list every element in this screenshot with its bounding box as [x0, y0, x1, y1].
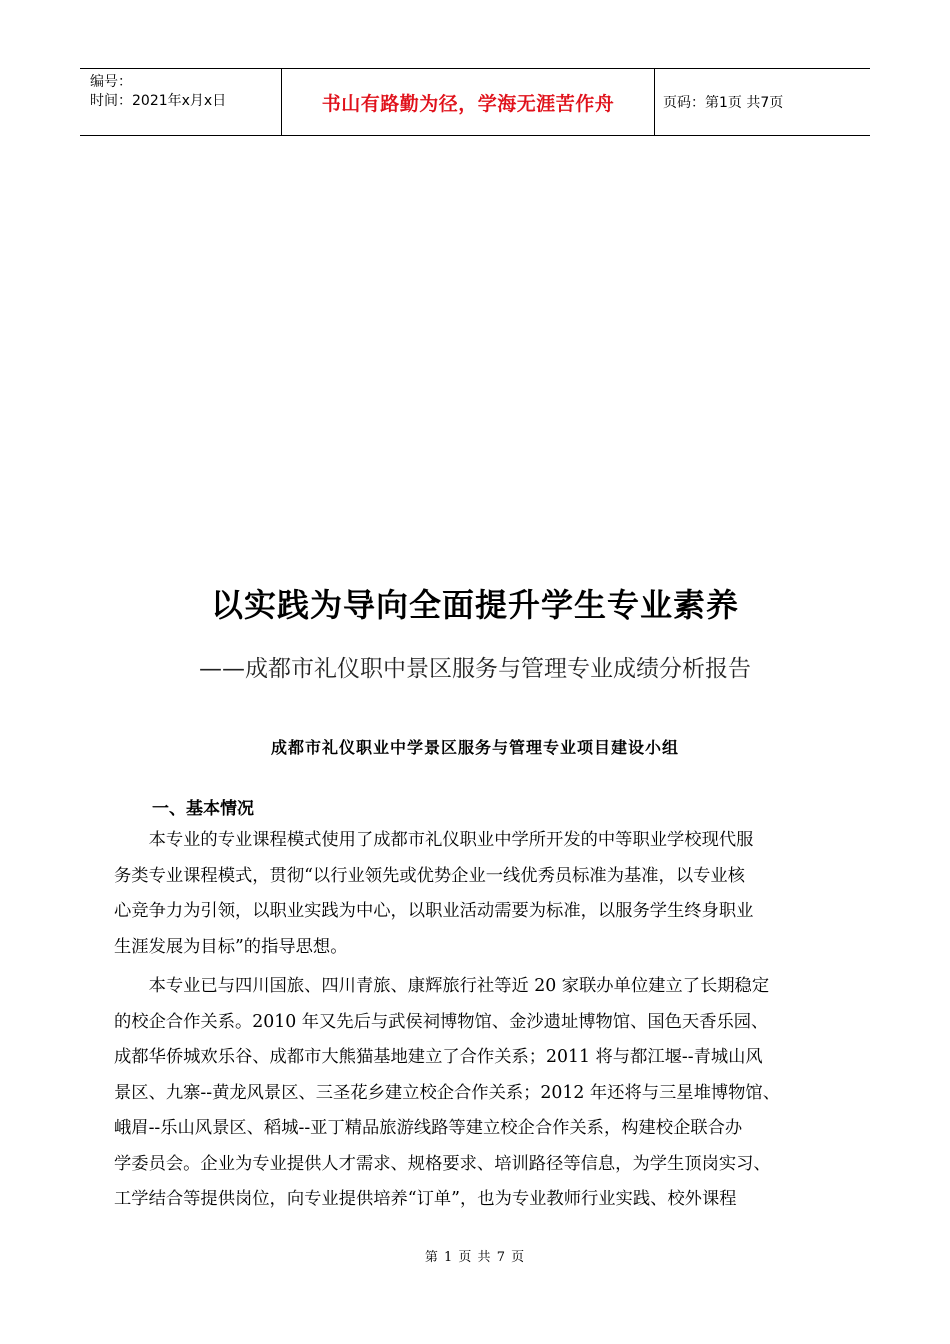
paragraph-line: 景区、九寨--黄龙风景区、三圣花乡建立校企合作关系；2012 年还将与三星堆博物馆、: [114, 1082, 780, 1103]
paragraph-line: 心竞争力为引领，以职业实践为中心，以职业活动需要为标准，以服务学生终身职业: [114, 901, 754, 921]
page-footer: 第 1 页 共 7 页: [424, 1250, 526, 1265]
document-author: 成都市礼仪职业中学景区服务与管理专业项目建设小组: [270, 738, 679, 757]
paragraph-1: [114, 823, 844, 965]
header-page-cell: [655, 69, 870, 135]
document-date-label: 时间：2021年x月x日: [90, 93, 227, 109]
paragraph-2: [114, 969, 844, 1218]
paragraph-line: 务类专业课程模式，贯彻“以行业领先或优势企业一线优秀员标准为基准，以专业核: [114, 865, 745, 886]
document-subtitle: ——成都市礼仪职中景区服务与管理专业成绩分析报告: [199, 656, 751, 682]
paragraph-line: 学委员会。企业为专业提供人才需求、规格要求、培训路径等信息，为学生顶岗实习、: [114, 1153, 771, 1174]
paragraph-line: 工学结合等提供岗位，向专业提供培养“订单”，也为专业教师行业实践、校外课程: [114, 1189, 737, 1209]
document-number-label: 编号：: [90, 74, 132, 90]
paragraph-line: 本专业已与四川国旅、四川青旅、康辉旅行社等近 20 家联办单位建立了长期稳定: [114, 976, 770, 996]
document-title: 以实践为导向全面提升学生专业素养: [210, 586, 739, 624]
header-meta-cell: [80, 69, 281, 135]
paragraph-line: 本专业的专业课程模式使用了成都市礼仪职业中学所开发的中等职业学校现代服: [114, 830, 754, 850]
paragraph-line: 的校企合作关系。2010 年又先后与武侯祠博物馆、金沙遗址博物馆、国色天香乐园、: [114, 1011, 769, 1032]
header-motto: 书山有路勤为径，学海无涯苦作舟: [321, 92, 615, 115]
section-heading: 一、基本情况: [152, 799, 254, 819]
paragraph-line: 生涯发展为目标”的指导思想。: [114, 936, 348, 957]
header-page-info: 页码：第1页 共7页: [663, 95, 784, 111]
paragraph-line: 峨眉--乐山风景区、稻城--亚丁精品旅游线路等建立校企合作关系，构建校企联合办: [114, 1118, 743, 1138]
header-motto-cell: [281, 69, 655, 135]
document-header: [80, 68, 870, 136]
paragraph-line: 成都华侨城欢乐谷、成都市大熊猫基地建立了合作关系；2011 将与都江堰--青城山风: [114, 1047, 763, 1067]
